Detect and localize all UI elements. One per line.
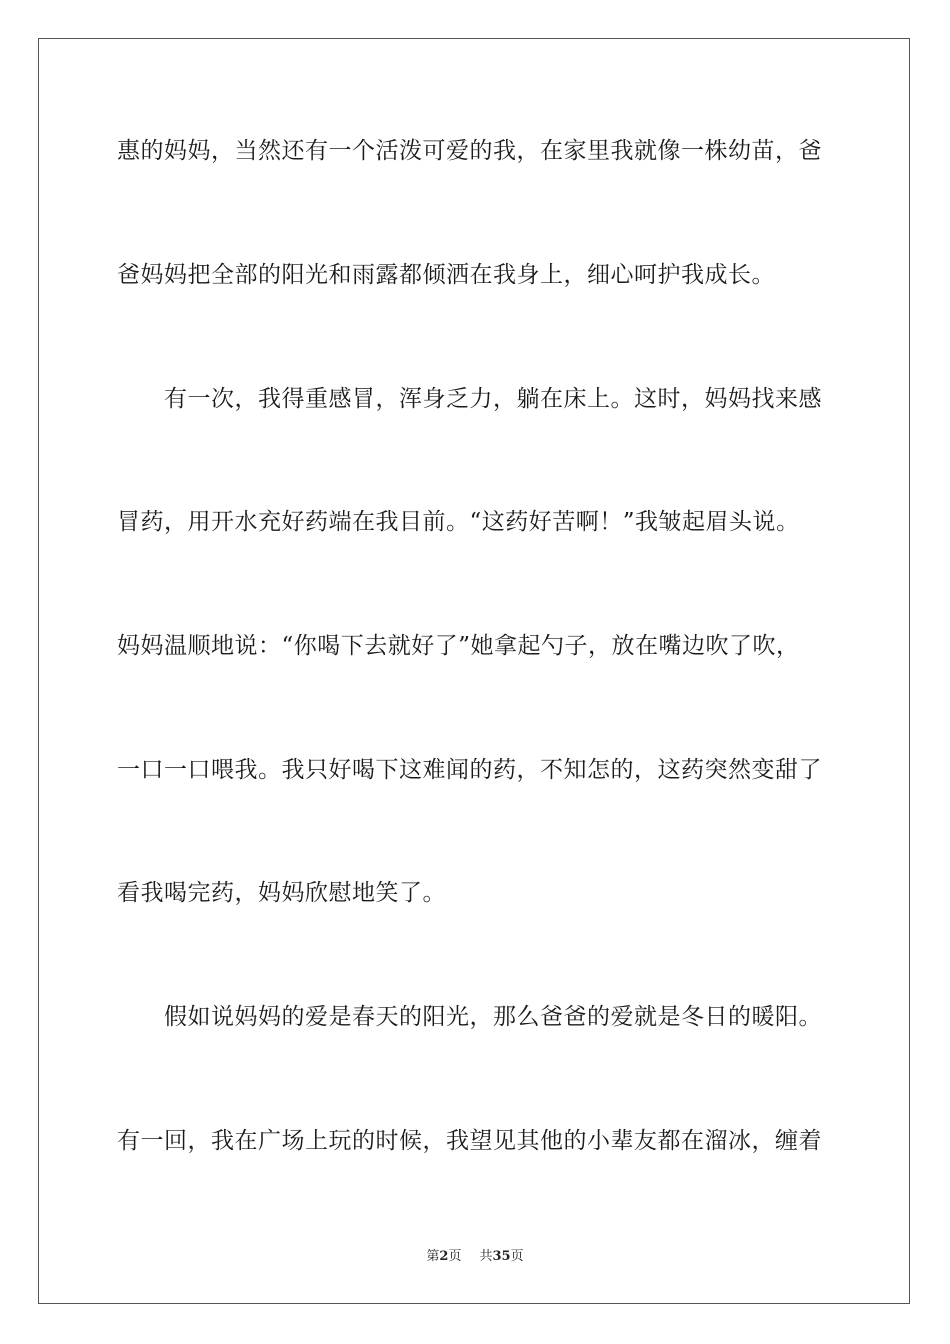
- text-line: 有一回，我在广场上玩的时候，我望见其他的小辈友都在溜冰，缠着: [117, 1128, 822, 1154]
- text-line: 冒药，用开水充好药端在我目前。“这药好苦啊！”我皱起眉头说。: [117, 509, 800, 535]
- total-suffix: 页: [510, 1249, 524, 1264]
- text-line-indented: 假如说妈妈的爱是春天的阳光，那么爸爸的爱就是冬日的暖阳。: [164, 1004, 822, 1030]
- page-number: 2: [439, 1249, 449, 1264]
- total-prefix: 共: [479, 1249, 493, 1264]
- text-line: 看我喝完药，妈妈欣慰地笑了。: [117, 880, 446, 906]
- text-line-indented: 有一次，我得重感冒，浑身乏力，躺在床上。这时，妈妈找来感: [164, 386, 822, 412]
- text-line: 一口一口喂我。我只好喝下这难闻的药，不知怎的，这药突然变甜了: [117, 757, 822, 783]
- page-frame: [38, 38, 910, 1304]
- text-line: 妈妈温顺地说：“你喝下去就好了”她拿起勺子，放在嘴边吹了吹，: [117, 633, 800, 659]
- page-footer: [0, 1248, 950, 1266]
- text-line: 爸妈妈把全部的阳光和雨露都倾洒在我身上，细心呵护我成长。: [117, 262, 775, 288]
- total-pages: 35: [492, 1249, 511, 1264]
- page-suffix: 页: [448, 1249, 462, 1264]
- page-prefix: 第: [426, 1249, 440, 1264]
- text-line: 惠的妈妈，当然还有一个活泼可爱的我，在家里我就像一株幼苗，爸: [117, 138, 822, 164]
